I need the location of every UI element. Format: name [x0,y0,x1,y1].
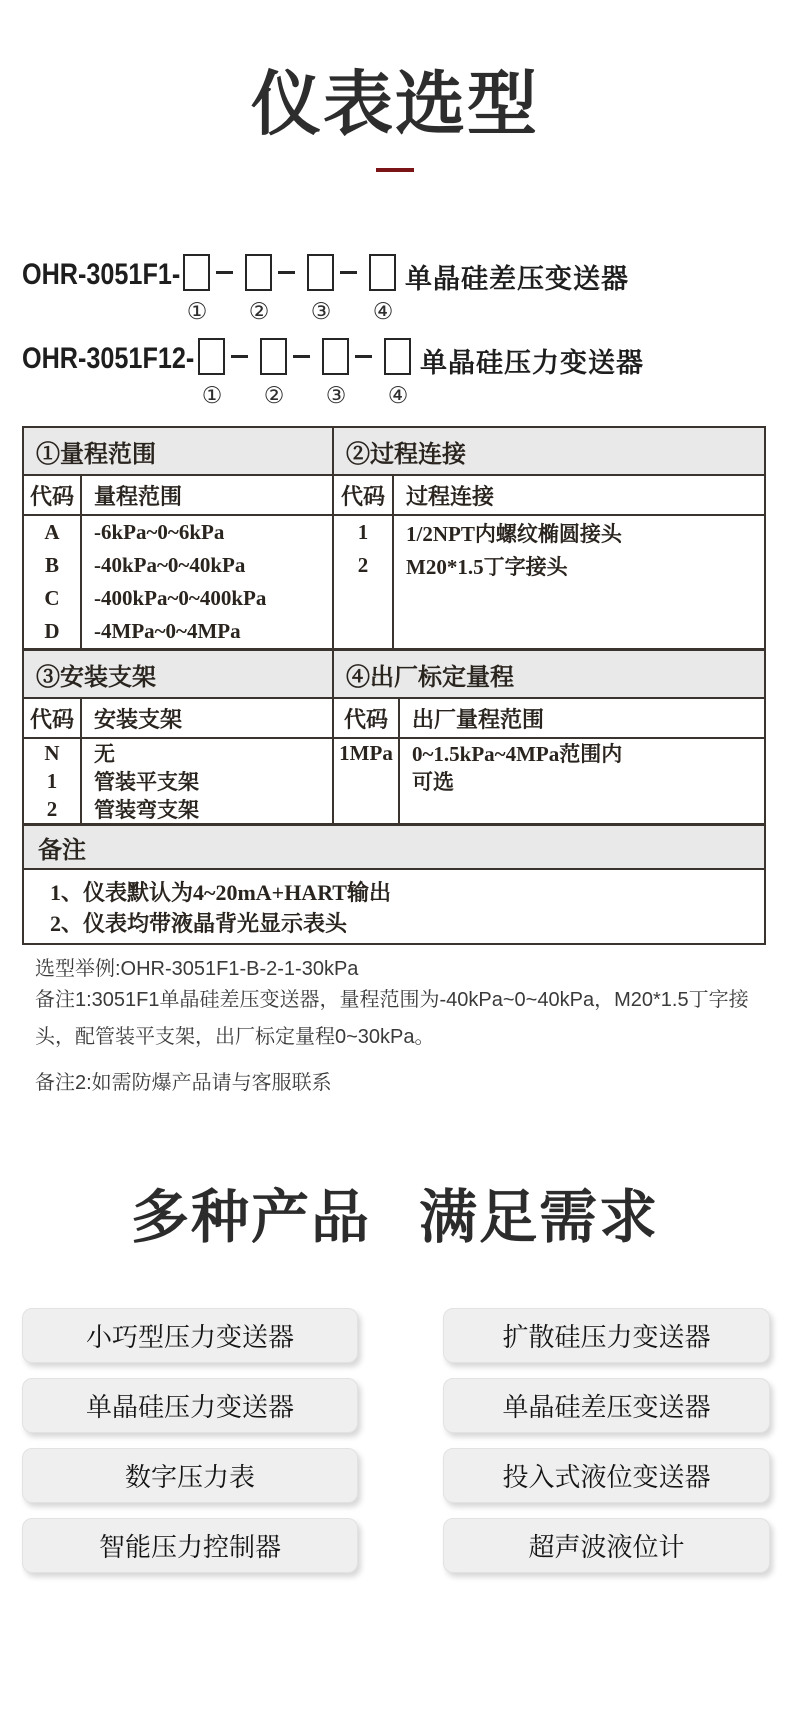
model-suffix: 单晶硅压力变送器 [420,348,644,378]
section-factory-range [332,651,764,823]
row-value: -40kPa~0~40kPa [94,553,246,577]
row-value: M20*1.5丁字接头 [406,554,568,579]
section-title: ②过程连接 [334,428,764,476]
selection-table [22,426,766,945]
section-title: ④出厂标定量程 [334,651,764,699]
note-item: 2、仪表均带液晶背光显示表头 [50,911,348,936]
row-value: -400kPa~0~400kPa [94,586,267,610]
section-bracket [24,651,332,823]
row-code: B [44,553,59,577]
dash-separator [231,355,248,358]
table-row [24,516,332,549]
section-title: ③安装支架 [24,651,332,699]
table-band-2 [24,648,764,823]
table-row [334,516,764,549]
column-headers [334,476,764,516]
column-divider [392,476,394,648]
row-value: 管装平支架 [94,770,199,794]
dash-separator [293,355,310,358]
code-header: 代码 [29,483,74,509]
product-button-digital-pressure-gauge[interactable]: 数字压力表 [22,1448,358,1503]
product-button-diffused-silicon-pressure-transmitter[interactable]: 扩散硅压力变送器 [443,1308,770,1363]
row-value: 无 [94,742,115,766]
row-value: -6kPa~0~6kPa [94,520,225,544]
product-button-ultrasonic-level-meter[interactable]: 超声波液位计 [443,1518,770,1573]
product-button-submersible-level-transmitter[interactable]: 投入式液位变送器 [443,1448,770,1503]
dash-separator [340,271,357,274]
option-box [307,254,334,291]
code-header: 代码 [29,706,74,732]
row-value: 管装弯支架 [94,798,199,822]
model-prefix: OHR-3051F12- [22,342,195,375]
row-value: -4MPa~0~4MPa [94,619,241,643]
row-code: 1 [46,768,58,793]
option-box [384,338,411,375]
dash-separator [355,355,372,358]
row-code: D [44,619,60,643]
value-header: 量程范围 [94,483,183,509]
position-marker: ③ [325,383,347,408]
products-heading [0,1170,790,1254]
heading-part-2: 满足需求 [419,1185,660,1250]
remark-2: 备注2:如需防爆产品请与客服联系 [35,1072,332,1094]
product-button-compact-pressure-transmitter[interactable]: 小巧型压力变送器 [22,1308,358,1363]
section-process-connection [332,428,764,648]
row-value: 0~1.5kPa~4MPa范围内 [412,742,623,766]
table-notes [24,823,764,943]
dash-separator [216,271,233,274]
row-code: 2 [357,553,369,577]
column-divider [398,699,400,823]
position-marker: ① [201,383,223,408]
dash-separator [278,271,295,274]
remark-1: 备注1:3051F1单晶硅差压变送器，量程范围为-40kPa~0~40kPa，M20*1.5丁字接头，配管装平支架，出厂标定量程0~30kPa。 [35,989,749,1048]
model-suffix: 单晶硅差压变送器 [405,264,629,294]
table-row [24,615,332,648]
value-header: 出厂量程范围 [412,706,545,732]
table-row [24,739,332,767]
option-box [369,254,396,291]
row-code: 1MPa [339,740,393,765]
option-box [260,338,287,375]
position-marker: ② [248,299,270,324]
option-box [322,338,349,375]
selection-example: 选型举例:OHR-3051F1-B-2-1-30kPa [35,958,359,980]
row-value: 可选 [412,770,454,794]
table-row [24,795,332,823]
notes-title: 备注 [24,823,764,870]
row-code: C [44,586,60,610]
table-band-1 [24,428,764,648]
row-code: N [44,740,60,765]
option-box [183,254,210,291]
table-row [24,549,332,582]
option-box [198,338,225,375]
value-header: 安装支架 [94,706,183,732]
code-header: 代码 [343,706,388,732]
table-row [24,582,332,615]
value-header: 过程连接 [406,483,495,509]
position-marker: ① [186,299,208,324]
section-title: ①量程范围 [24,428,332,476]
position-marker: ③ [310,299,332,324]
product-button-smart-pressure-controller[interactable]: 智能压力控制器 [22,1518,358,1573]
column-headers [24,476,332,516]
column-headers [24,699,332,739]
note-item: 1、仪表默认为4~20mA+HART输出 [50,880,391,905]
code-header: 代码 [340,483,385,509]
position-marker: ④ [387,383,409,408]
column-divider [80,476,82,648]
model-prefix: OHR-3051F1- [22,258,181,291]
position-marker: ② [263,383,285,408]
position-marker: ④ [372,299,394,324]
row-code: 2 [46,796,58,821]
table-row [334,549,764,582]
page-title: 仪表选型 [251,65,539,143]
title-accent-dash [376,168,414,172]
product-button-monocrystalline-silicon-differential-pressure-transmitter[interactable]: 单晶硅差压变送器 [443,1378,770,1433]
product-button-grid [22,1308,770,1573]
column-divider [80,699,82,823]
row-code: A [44,520,60,544]
product-button-monocrystalline-silicon-pressure-transmitter[interactable]: 单晶硅压力变送器 [22,1378,358,1433]
option-box [245,254,272,291]
section-range [24,428,332,648]
heading-part-1: 多种产品 [130,1185,371,1250]
table-row [24,767,332,795]
row-value: 1/2NPT内螺纹椭圆接头 [406,521,622,546]
row-code: 1 [357,520,369,544]
